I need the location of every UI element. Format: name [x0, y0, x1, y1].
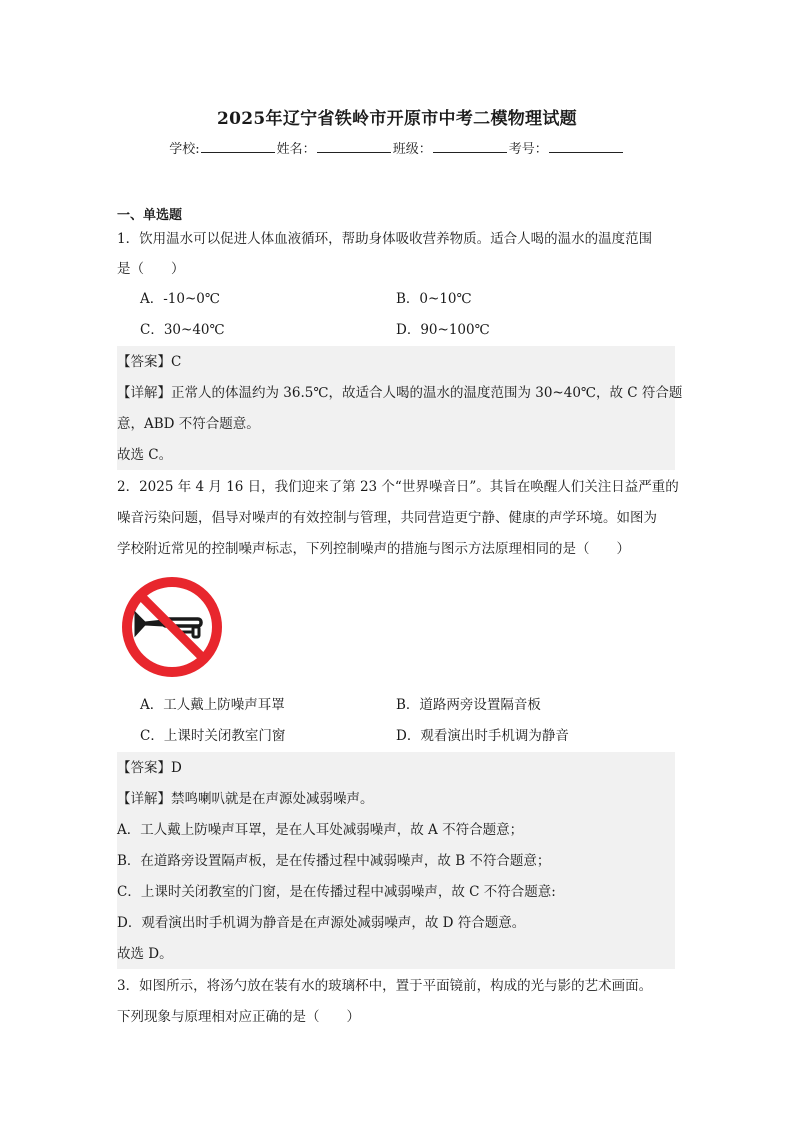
q2-conclusion: 故选 D。 [117, 946, 173, 962]
q1-stem-line1: 1．饮用温水可以促进人体血液循环，帮助身体吸收营养物质。适合人喝的温水的温度范围 [117, 231, 653, 247]
q3-stem-line2: 下列现象与原理相对应正确的是（ ） [117, 1009, 360, 1025]
name-label: 姓名： [276, 142, 316, 157]
class-label: 班级： [392, 142, 432, 157]
q2-option-a: A．工人戴上防噪声耳罩 [140, 697, 285, 713]
exam-title: 2025年辽宁省铁岭市开原市中考二模物理试题 [217, 109, 577, 129]
school-label: 学校: [169, 142, 200, 157]
q2-detail-d: D．观看演出时手机调为静音是在声源处减弱噪声，故 D 符合题意。 [117, 915, 526, 931]
q1-detail-line2: 意，ABD 不符合题意。 [117, 416, 260, 432]
q2-detail-c: C．上课时关闭教室的门窗，是在传播过程中减弱噪声，故 C 不符合题意: [117, 884, 556, 900]
q1-conclusion: 故选 C。 [117, 447, 173, 463]
q1-option-c: C．30~40℃ [140, 322, 225, 338]
q2-stem-line3: 学校附近常见的控制噪声标志，下列控制噪声的措施与图示方法原理相同的是（ ） [117, 541, 630, 557]
q2-detail-line1: 【详解】禁鸣喇叭就是在声源处减弱噪声。 [117, 791, 374, 807]
school-blank [201, 140, 275, 153]
q2-stem-line1: 2．2025 年 4 月 16 日，我们迎来了第 23 个“世界噪音日”。其旨在唤醒人们关注日益严重的 [117, 479, 679, 495]
q2-option-b: B．道路两旁设置隔音板 [396, 697, 541, 713]
q3-stem-line1: 3．如图所示，将汤勺放在装有水的玻璃杯中，置于平面镜前，构成的光与影的艺术画面。 [117, 978, 653, 994]
student-info-line [0, 138, 794, 157]
q1-option-d: D．90~100℃ [396, 322, 490, 338]
q2-detail-b: B．在道路旁设置隔声板，是在传播过程中减弱噪声，故 B 不符合题意； [117, 853, 551, 869]
no-honking-sign-icon [121, 576, 223, 678]
q2-answer: 【答案】D [117, 760, 182, 776]
q1-option-b: B．0~10℃ [396, 291, 472, 307]
q2-stem-line2: 噪音污染问题，倡导对噪声的有效控制与管理，共同营造更宁静、健康的声学环境。如图为 [117, 510, 657, 526]
q1-stem-line2: 是（ ） [117, 261, 185, 277]
number-label: 考号： [508, 142, 548, 157]
q2-option-d: D．观看演出时手机调为静音 [396, 728, 569, 744]
q2-option-c: C．上课时关闭教室门窗 [140, 728, 286, 744]
q1-answer: 【答案】C [117, 354, 182, 370]
q1-detail-line1: 【详解】正常人的体温约为 36.5℃，故适合人喝的温水的温度范围为 30~40℃，故 C 符合题 [117, 385, 683, 401]
section-heading: 一、单选题 [117, 208, 183, 223]
class-blank [433, 140, 507, 153]
number-blank [549, 140, 623, 153]
q2-detail-a: A．工人戴上防噪声耳罩，是在人耳处减弱噪声，故 A 不符合题意； [117, 822, 524, 838]
q1-answer-block [117, 346, 675, 470]
name-blank [317, 140, 391, 153]
q1-option-a: A．-10~0℃ [140, 291, 220, 307]
